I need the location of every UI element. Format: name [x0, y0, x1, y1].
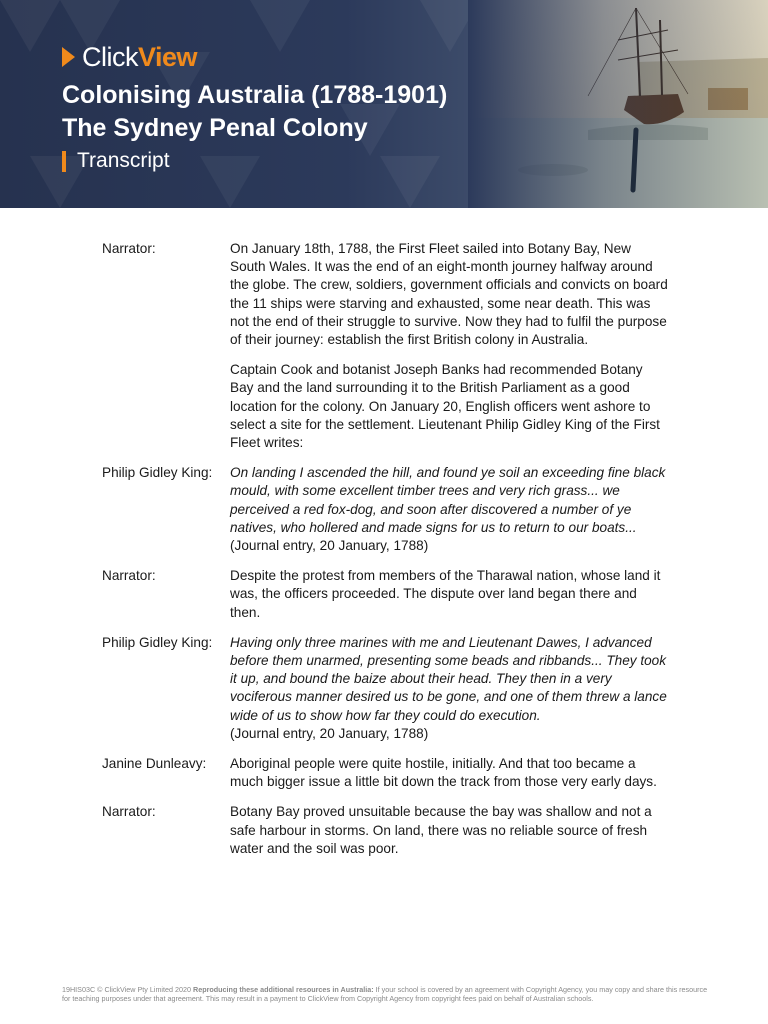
speaker-name: Philip Gidley King:	[102, 465, 213, 481]
transcript-body	[102, 240, 668, 870]
transcript-entry	[102, 634, 668, 743]
play-arrow-icon	[62, 47, 75, 67]
speaker-name: Philip Gidley King:	[102, 634, 213, 650]
entry-paragraph: Captain Cook and botanist Joseph Banks had recommended Botany Bay and the land surrounding it to the British Parliament as a good location for the colony. On January 20, English officers went ashore to select a site for the settlement. Lieutenant Philip Gidley King of the First Fleet writes:	[230, 362, 660, 451]
entry-content	[230, 803, 668, 858]
clickview-logo: Click View	[62, 42, 197, 72]
quote-source: (Journal entry, 20 January, 1788)	[230, 538, 429, 554]
footer-bold-notice: Reproducing these additional resources in Australia:	[193, 985, 374, 994]
journal-quote: Having only three marines with me and Lieutenant Dawes, I advanced before them unarmed, presenting some beads and ribbands... They took it up, and bound the baize about their head. They then in a very vociferous manner desired us to be gone, and one of them threw a lance wide of us to show how far they could do execution.	[230, 634, 667, 723]
entry-paragraph: Botany Bay proved unsuitable because the bay was shallow and not a safe harbour in storms. On land, there was no reliable source of fresh water and the soil was poor.	[230, 804, 652, 856]
transcript-entry	[102, 755, 668, 791]
transcript-entry	[102, 240, 668, 452]
speaker-name: Narrator:	[102, 241, 156, 256]
quote-source: (Journal entry, 20 January, 1788)	[230, 725, 429, 741]
ship-painting	[468, 0, 768, 208]
speaker-name: Janine Dunleavy:	[102, 756, 207, 772]
copyright-footer	[62, 985, 712, 1003]
footer-code: 19HIS03C © ClickView Pty Limited 2020	[62, 985, 192, 994]
accent-bar	[62, 151, 66, 172]
document-subtitle: Transcript	[62, 149, 170, 173]
journal-quote: On landing I ascended the hill, and found ye soil an exceeding fine black mould, with some excellent timber trees and very rich grass... we perceived a red fox-dog, and soon after discovered a number of ye natives, who hollered and made signs for us to return to our boats...	[230, 465, 666, 535]
entry-content	[230, 567, 668, 622]
entry-content	[230, 240, 668, 452]
entry-paragraph: Despite the protest from members of the Tharawal nation, whose land it was, the officers proceeded. The dispute over land began there and then.	[230, 568, 661, 620]
entry-paragraph: On January 18th, 1788, the First Fleet sailed into Botany Bay, New South Wales. It was the end of an eight-month journey halfway around the globe. The crew, soldiers, government officials and convicts on board the 11 ships were starving and exhausted, some near death. This was not the end of their struggle to survive. Now they had to fulfil the purpose of their journey: establish the first British colony in Australia.	[230, 241, 668, 348]
header-banner	[0, 0, 768, 208]
speaker-name: Narrator:	[102, 568, 156, 584]
transcript-entry	[102, 567, 668, 622]
document-title-line1: Colonising Australia (1788-1901)	[62, 81, 448, 109]
transcript-entry	[102, 803, 668, 858]
entry-content	[230, 464, 668, 555]
transcript-entry	[102, 464, 668, 555]
entry-content	[230, 634, 668, 743]
document-title-line2: The Sydney Penal Colony	[62, 114, 368, 142]
speaker-name: Narrator:	[102, 804, 156, 820]
entry-paragraph: Aboriginal people were quite hostile, initially. And that too became a much bigger issue a little bit down the track from those very early days.	[230, 756, 657, 790]
footer-text: If your school is covered by an agreement with Copyright Agency, you may copy and share this resource for teaching purposes under that agreement. This may result in a payment to ClickView from Copyright Agency from copyright fees paid on behalf of Australian schools.	[62, 985, 708, 1003]
entry-content	[230, 755, 668, 791]
